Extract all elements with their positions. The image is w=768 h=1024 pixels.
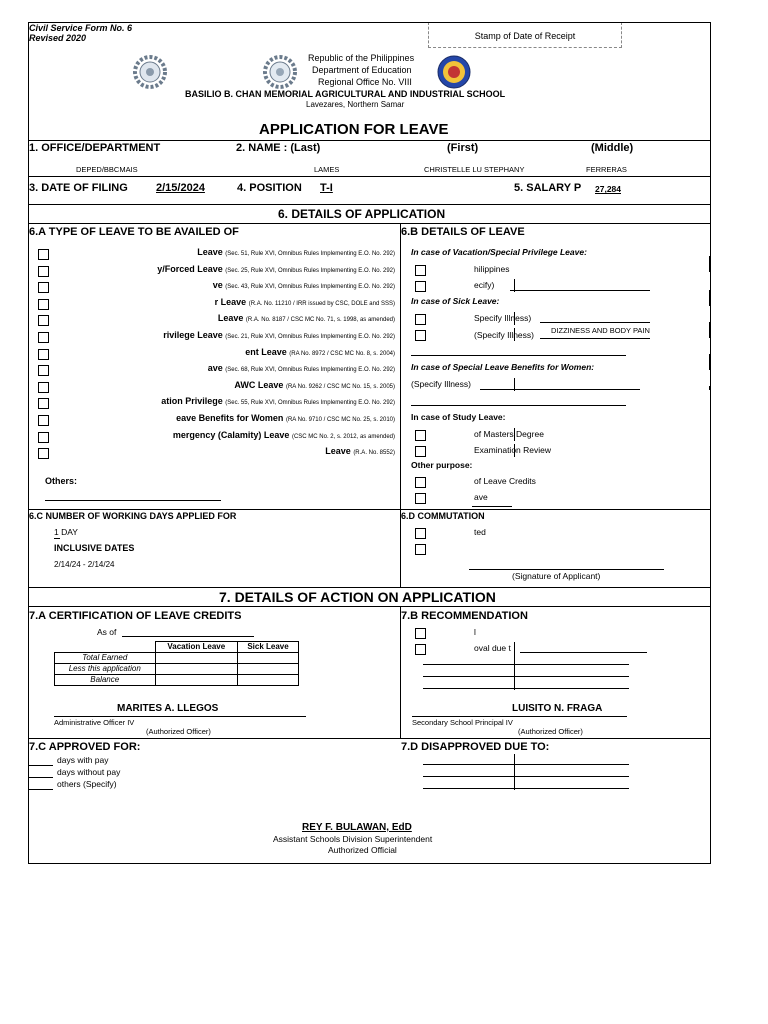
commutation-requested-checkbox[interactable]	[415, 544, 426, 555]
details-of-leave-title: 6.B DETAILS OF LEAVE	[401, 226, 525, 238]
applicant-signature-line[interactable]	[469, 569, 664, 570]
commutation-not-requested-checkbox[interactable]	[415, 528, 426, 539]
study-bar-checkbox[interactable]	[415, 446, 426, 457]
leave-type-label	[213, 281, 395, 290]
leave-type-name: Leave	[197, 247, 223, 257]
leave-type-name: rivilege Leave	[163, 330, 223, 340]
leave-type-checkbox[interactable]	[38, 249, 49, 260]
certification-title: 7.A CERTIFICATION OF LEAVE CREDITS	[29, 610, 242, 622]
study-masters-label: of Masters Degree	[474, 429, 544, 439]
signature-of-applicant-label: (Signature of Applicant)	[512, 571, 601, 581]
sick-heading: In case of Sick Leave:	[411, 296, 500, 306]
leave-type-label	[161, 397, 395, 406]
vacation-heading: In case of Vacation/Special Privilege Leave:	[411, 247, 587, 257]
study-masters-checkbox[interactable]	[415, 430, 426, 441]
right-margin-mark	[709, 386, 711, 390]
officer1-role: (Authorized Officer)	[146, 727, 211, 736]
leave-type-name: Leave	[325, 446, 351, 456]
name-middle-label: (Middle)	[591, 142, 634, 154]
leave-type-label	[215, 298, 395, 307]
leave-type-label	[218, 314, 395, 323]
form-title: APPLICATION FOR LEAVE	[259, 121, 449, 138]
vacation-abroad-label: ecify)	[474, 280, 495, 290]
leave-type-name: AWC Leave	[234, 380, 284, 390]
recommendation-title: 7.B RECOMMENDATION	[401, 610, 528, 622]
leave-type-name: mergency (Calamity) Leave	[172, 430, 290, 440]
form-revision: Revised 2020	[29, 33, 87, 43]
women-illness-field[interactable]	[480, 389, 640, 390]
agency-line-3: Regional Office No. VIII	[318, 77, 412, 87]
right-margin-mark	[709, 322, 711, 338]
details-of-application-title: 6. DETAILS OF APPLICATION	[278, 207, 446, 221]
leave-type-reference: (Sec. 55, Rule XVI, Omnibus Rules Implementing E.O. No. 292)	[225, 400, 395, 406]
leave-type-label	[197, 248, 395, 257]
officer2-position: Secondary School Principal IV	[412, 718, 513, 727]
leave-type-reference: (R.A. No. 8552)	[353, 450, 395, 456]
leave-type-label	[157, 265, 395, 274]
position-value[interactable]: T-I	[320, 182, 333, 194]
leave-type-reference: (R.A. No. 11210 / IRR issued by CSC, DOLE and SSS)	[248, 301, 395, 307]
agency-line-1: Republic of the Philippines	[308, 53, 415, 63]
leave-type-label	[208, 364, 395, 373]
school-name: BASILIO B. CHAN MEMORIAL AGRICULTURAL AND INDUSTRIAL SCHOOL	[185, 89, 506, 99]
leave-type-checkbox[interactable]	[38, 349, 49, 360]
stamp-of-receipt-box: Stamp of Date of Receipt	[428, 22, 622, 48]
office-value[interactable]: DEPED/BBCMAIS	[76, 165, 138, 174]
name-last-label: 2. NAME : (Last)	[236, 142, 321, 154]
agency-line-2: Department of Education	[312, 65, 412, 75]
school-address: Lavezares, Northern Samar	[306, 100, 405, 109]
leave-credits-table	[54, 641, 299, 686]
leave-type-checkbox[interactable]	[38, 365, 49, 376]
table-header-vacation: Vacation Leave	[155, 642, 238, 653]
inclusive-dates-label: INCLUSIVE DATES	[54, 543, 135, 553]
leave-type-name: ent Leave	[245, 347, 287, 357]
position-label: 4. POSITION	[237, 182, 302, 194]
form-number: Civil Service Form No. 6	[29, 23, 133, 33]
leave-type-reference: (CSC MC No. 2, s. 2012, as amended)	[291, 434, 395, 440]
leave-type-reference: (Sec. 21, Rule XVI, Omnibus Rules Implementing E.O. No. 292)	[225, 334, 395, 340]
others-specify-label: others (Specify)	[57, 779, 117, 789]
sick-hospital-field[interactable]	[540, 322, 650, 323]
officer2-role: (Authorized Officer)	[518, 727, 583, 736]
terminal-leave-checkbox[interactable]	[415, 493, 426, 504]
leave-type-checkbox[interactable]	[38, 332, 49, 343]
others-label: Others:	[45, 476, 78, 486]
disapproved-reason-field[interactable]	[423, 764, 629, 765]
leave-type-reference: (R.A. No. 8187 / CSC MC No. 71, s. 1998, as amended)	[245, 317, 395, 323]
study-bar-label: Examination Review	[474, 445, 552, 455]
disapproved-title: 7.D DISAPPROVED DUE TO:	[401, 741, 550, 753]
right-margin-mark	[709, 256, 711, 272]
monetization-label: of Leave Credits	[474, 476, 536, 486]
commutation-not-requested-label: ted	[474, 527, 486, 537]
approved-for-title: 7.C APPROVED FOR:	[29, 741, 141, 753]
days-with-pay-label: days with pay	[57, 755, 109, 765]
leave-type-checkbox[interactable]	[38, 315, 49, 326]
leave-type-checkbox[interactable]	[38, 266, 49, 277]
officer2-name: LUISITO N. FRAGA	[512, 703, 603, 714]
date-of-filing-value[interactable]: 2/15/2024	[156, 182, 205, 194]
salary-value[interactable]: 27,284	[595, 184, 621, 194]
officer1-position: Administrative Officer IV	[54, 718, 135, 727]
type-of-leave-title: 6.A TYPE OF LEAVE TO BE AVAILED OF	[29, 226, 239, 238]
working-days-value[interactable]: 1 DAY	[54, 527, 78, 537]
sick-illness-value[interactable]: DIZZINESS AND BODY PAIN	[551, 326, 650, 335]
recommend-disapproval-label: oval due t	[474, 643, 511, 653]
leave-type-checkbox[interactable]	[38, 398, 49, 409]
leave-type-reference: (Sec. 51, Rule XVI, Omnibus Rules Implementing E.O. No. 292)	[225, 251, 395, 257]
as-of-label: As of	[97, 627, 117, 637]
leave-type-name: eave Benefits for Women	[176, 413, 284, 423]
name-first-label: (First)	[447, 142, 479, 154]
as-of-field[interactable]	[122, 636, 254, 637]
leave-type-reference: (RA No. 8972 / CSC MC No. 8, s. 2004)	[289, 351, 395, 357]
inclusive-dates-value[interactable]: 2/14/24 - 2/14/24	[54, 560, 115, 569]
days-with-pay-field[interactable]	[29, 765, 53, 766]
leave-type-reference: (Sec. 68, Rule XVI, Omnibus Rules Implementing E.O. No. 292)	[225, 367, 395, 373]
right-margin-mark	[709, 354, 711, 370]
table-row: Total Earned	[55, 653, 299, 664]
leave-type-checkbox[interactable]	[38, 432, 49, 443]
vacation-within-checkbox[interactable]	[415, 265, 426, 276]
official-position: Assistant Schools Division Superintendent	[273, 834, 433, 844]
leave-type-name: ve	[212, 280, 223, 290]
leave-type-name: r Leave	[214, 297, 247, 307]
commutation-title: 6.D COMMUTATION	[401, 511, 485, 521]
leave-type-label	[163, 331, 395, 340]
official-role: Authorized Official	[328, 845, 397, 855]
leave-type-label	[325, 447, 395, 456]
leave-type-name: y/Forced Leave	[157, 264, 223, 274]
leave-type-name: Leave	[217, 313, 244, 323]
table-row: Balance	[55, 675, 299, 686]
leave-type-label	[173, 431, 395, 440]
days-without-pay-field[interactable]	[29, 777, 53, 778]
women-heading: In case of Special Leave Benefits for Women:	[411, 362, 595, 372]
date-of-filing-label: 3. DATE OF FILING	[29, 182, 128, 194]
others-field[interactable]	[45, 500, 221, 501]
others-specify-field[interactable]	[29, 789, 53, 790]
leave-type-checkbox[interactable]	[38, 415, 49, 426]
right-margin-mark	[709, 290, 711, 306]
sick-outpatient-label: (Specify Illness)	[474, 330, 534, 340]
monetization-checkbox[interactable]	[415, 477, 426, 488]
leave-type-checkbox[interactable]	[38, 299, 49, 310]
leave-type-label	[176, 414, 395, 423]
leave-type-label	[245, 348, 395, 357]
sick-outpatient-checkbox[interactable]	[415, 330, 426, 341]
table-row: Less this application	[55, 664, 299, 675]
vacation-abroad-field[interactable]	[510, 290, 650, 291]
vacation-abroad-checkbox[interactable]	[415, 281, 426, 292]
recommend-disapproval-checkbox[interactable]	[415, 644, 426, 655]
sick-hospital-checkbox[interactable]	[415, 314, 426, 325]
office-label: 1. OFFICE/DEPARTMENT	[29, 142, 161, 154]
days-without-pay-label: days without pay	[57, 767, 121, 777]
last-name-value[interactable]: LAMES	[314, 165, 340, 174]
table-header-sick: Sick Leave	[238, 642, 299, 653]
leave-type-label	[234, 381, 395, 390]
recommend-approval-checkbox[interactable]	[415, 628, 426, 639]
study-heading: In case of Study Leave:	[411, 412, 506, 422]
salary-label: 5. SALARY P	[514, 182, 582, 194]
leave-type-reference: (RA No. 9710 / CSC MC No. 25, s. 2010)	[285, 417, 395, 423]
leave-type-checkbox[interactable]	[38, 282, 49, 293]
details-of-action-title: 7. DETAILS OF ACTION ON APPLICATION	[219, 589, 496, 605]
middle-name-value[interactable]: FERRERAS	[586, 165, 627, 174]
working-days-title: 6.C NUMBER OF WORKING DAYS APPLIED FOR	[29, 511, 237, 521]
leave-type-reference: (Sec. 25, Rule XVI, Omnibus Rules Implementing E.O. No. 292)	[225, 268, 395, 274]
leave-type-name: ation Privilege	[161, 396, 223, 406]
leave-type-reference: (Sec. 43, Rule XVI, Omnibus Rules Implementing E.O. No. 292)	[225, 284, 395, 290]
official-name: REY F. BULAWAN, EdD	[302, 822, 412, 833]
recommend-approval-label: l	[474, 627, 476, 637]
sick-hospital-label: Specify Illness)	[474, 313, 532, 323]
leave-type-reference: (RA No. 9262 / CSC MC No. 15, s. 2005)	[285, 384, 395, 390]
women-specify-label: (Specify Illness)	[411, 379, 471, 389]
vacation-within-label: hilippines	[474, 264, 510, 274]
other-purpose-heading: Other purpose:	[411, 460, 473, 470]
first-name-value[interactable]: CHRISTELLE LU STEPHANY	[424, 165, 525, 174]
officer1-name: MARITES A. LLEGOS	[117, 703, 219, 714]
leave-type-name: ave	[207, 363, 223, 373]
terminal-leave-label: ave	[474, 492, 488, 502]
leave-type-checkbox[interactable]	[38, 382, 49, 393]
leave-type-checkbox[interactable]	[38, 448, 49, 459]
